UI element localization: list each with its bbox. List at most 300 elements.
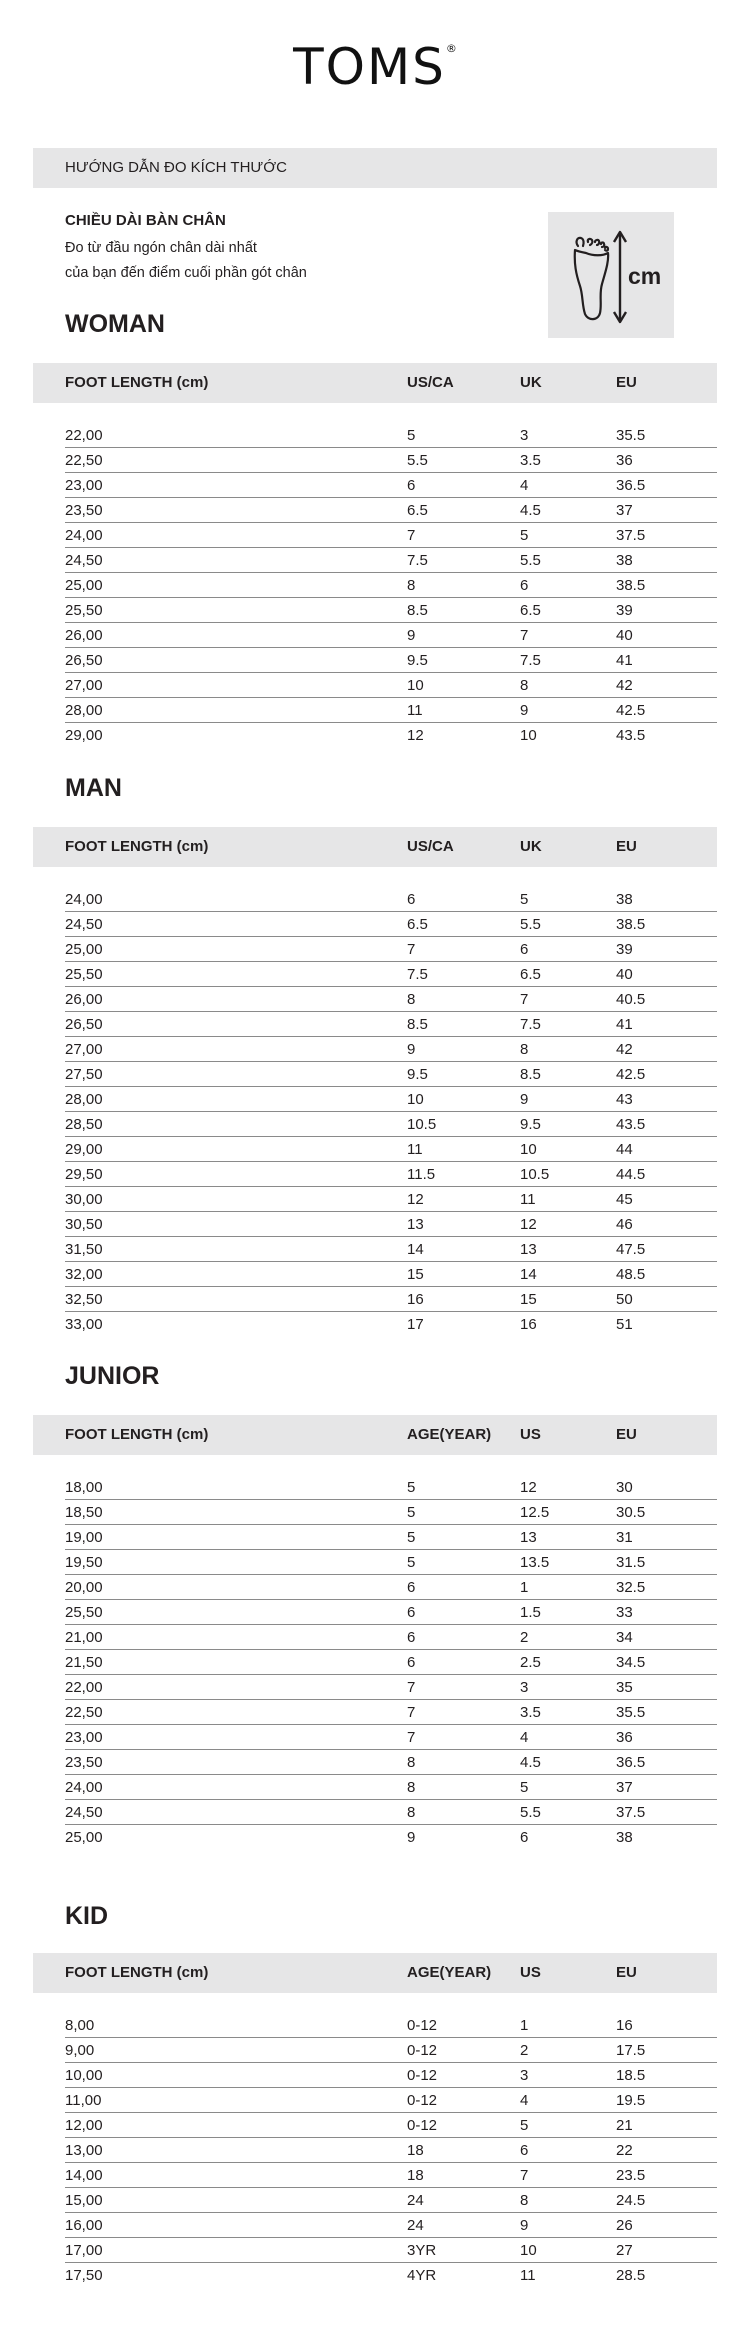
table-cell: 8 <box>520 1041 529 1058</box>
table-row <box>65 2138 717 2163</box>
table-row <box>65 1112 717 1137</box>
section-title-kid: KID <box>65 1902 109 1930</box>
table-cell: 3 <box>520 427 529 444</box>
table-cell: 9,00 <box>65 2042 95 2059</box>
table-cell: 36 <box>616 452 633 469</box>
table-cell: 28,00 <box>65 1091 103 1108</box>
table-cell: 28,50 <box>65 1116 103 1133</box>
table-cell: 4YR <box>407 2267 437 2284</box>
table-cell: 18.5 <box>616 2067 646 2084</box>
table-cell: 42.5 <box>616 702 646 719</box>
table-cell: 36.5 <box>616 1754 646 1771</box>
table-cell: 23,00 <box>65 477 103 494</box>
table-cell: 7 <box>407 1704 416 1721</box>
table-cell: 17,50 <box>65 2267 103 2284</box>
table-cell: 51 <box>616 1316 633 1333</box>
table-row <box>65 2213 717 2238</box>
table-cell: 2 <box>520 1629 529 1646</box>
table-cell: 32,00 <box>65 1266 103 1283</box>
table-cell: 27,50 <box>65 1066 103 1083</box>
table-row <box>65 1825 717 1850</box>
table-cell: 6.5 <box>407 916 428 933</box>
table-cell: 35.5 <box>616 427 646 444</box>
table-cell: 8 <box>407 1804 416 1821</box>
table-row <box>65 987 717 1012</box>
table-cell: 22,00 <box>65 1679 103 1696</box>
table-cell: 5 <box>520 527 529 544</box>
table-cell: 38 <box>616 891 633 908</box>
table-cell: 47.5 <box>616 1241 646 1258</box>
table-cell: 10 <box>407 1091 424 1108</box>
table-cell: 38 <box>616 1829 633 1846</box>
table-cell: 31 <box>616 1529 633 1546</box>
table-row <box>65 1187 717 1212</box>
table-row <box>65 1650 717 1675</box>
table-cell: 39 <box>616 941 633 958</box>
table-cell: 5 <box>520 2117 529 2134</box>
table-cell: 35.5 <box>616 1704 646 1721</box>
table-cell: 6 <box>407 477 416 494</box>
foot-length-title: CHIỀU DÀI BÀN CHÂN <box>65 212 226 229</box>
table-cell: 16 <box>407 1291 424 1308</box>
table-cell: 25,00 <box>65 1829 103 1846</box>
table-cell: 12,00 <box>65 2117 103 2134</box>
table-row <box>65 887 717 912</box>
table-cell: 10.5 <box>520 1166 550 1183</box>
table-row <box>65 1312 717 1337</box>
table-cell: 28.5 <box>616 2267 646 2284</box>
table-cell: 30 <box>616 1479 633 1496</box>
table-cell: 6.5 <box>520 602 541 619</box>
table-row <box>65 1525 717 1550</box>
size-guide-title: HƯỚNG DẪN ĐO KÍCH THƯỚC <box>33 148 717 188</box>
table-cell: 29,50 <box>65 1166 103 1183</box>
table-cell: 11 <box>520 2267 536 2284</box>
table-cell: 3.5 <box>520 1704 541 1721</box>
table-row <box>65 673 717 698</box>
table-cell: 24.5 <box>616 2192 646 2209</box>
table-cell: 4.5 <box>520 502 541 519</box>
size-table-kid <box>65 2013 717 2288</box>
table-cell: 29,00 <box>65 727 103 744</box>
table-cell: 6 <box>520 577 529 594</box>
table-cell: 17 <box>407 1316 424 1333</box>
table-header-woman <box>33 363 717 403</box>
table-row <box>65 723 717 748</box>
table-cell: 38.5 <box>616 916 646 933</box>
table-cell: 5 <box>520 891 529 908</box>
table-cell: 21 <box>616 2117 633 2134</box>
table-row <box>65 1062 717 1087</box>
table-cell: 43 <box>616 1091 633 1108</box>
table-row <box>65 1012 717 1037</box>
table-cell: 24,00 <box>65 1779 103 1796</box>
table-cell: 30,50 <box>65 1216 103 1233</box>
table-cell: 23,50 <box>65 1754 103 1771</box>
table-cell: 28,00 <box>65 702 103 719</box>
table-cell: 10.5 <box>407 1116 437 1133</box>
table-row <box>65 2263 717 2288</box>
table-cell: 25,50 <box>65 966 103 983</box>
table-row <box>65 1625 717 1650</box>
table-row <box>65 937 717 962</box>
table-cell: 19,50 <box>65 1554 103 1571</box>
header-eu: EU <box>616 1426 637 1443</box>
table-cell: 13,00 <box>65 2142 103 2159</box>
table-cell: 13 <box>407 1216 424 1233</box>
table-cell: 3.5 <box>520 452 541 469</box>
table-cell: 6 <box>407 1654 416 1671</box>
table-cell: 19,00 <box>65 1529 103 1546</box>
table-row <box>65 448 717 473</box>
table-cell: 6.5 <box>520 966 541 983</box>
table-row <box>65 1725 717 1750</box>
section-title-man: MAN <box>65 774 122 802</box>
table-cell: 2 <box>520 2042 529 2059</box>
table-cell: 11.5 <box>407 1166 436 1183</box>
table-cell: 10 <box>407 677 424 694</box>
table-cell: 5.5 <box>407 452 428 469</box>
table-cell: 8 <box>407 1754 416 1771</box>
table-row <box>65 423 717 448</box>
table-cell: 6 <box>407 891 416 908</box>
table-cell: 22,50 <box>65 452 103 469</box>
table-cell: 7 <box>407 1729 416 1746</box>
table-row <box>65 1237 717 1262</box>
table-row <box>65 2038 717 2063</box>
table-cell: 37.5 <box>616 527 646 544</box>
table-cell: 9 <box>407 1041 416 1058</box>
header-foot-length: FOOT LENGTH (cm) <box>65 1426 209 1443</box>
table-cell: 11,00 <box>65 2092 102 2109</box>
table-cell: 6 <box>520 2142 529 2159</box>
table-cell: 18 <box>407 2167 424 2184</box>
table-cell: 48.5 <box>616 1266 646 1283</box>
table-cell: 12 <box>407 1191 424 1208</box>
table-cell: 16 <box>520 1316 537 1333</box>
table-row <box>65 1575 717 1600</box>
table-cell: 6 <box>520 1829 529 1846</box>
table-row <box>65 1087 717 1112</box>
table-cell: 30.5 <box>616 1504 646 1521</box>
table-cell: 22,50 <box>65 1704 103 1721</box>
table-cell: 13.5 <box>520 1554 550 1571</box>
table-cell: 14,00 <box>65 2167 103 2184</box>
table-cell: 4 <box>520 1729 529 1746</box>
table-row <box>65 1162 717 1187</box>
table-cell: 50 <box>616 1291 633 1308</box>
table-cell: 1 <box>520 2017 529 2034</box>
table-cell: 9.5 <box>407 1066 428 1083</box>
table-cell: 16 <box>616 2017 633 2034</box>
table-cell: 23,00 <box>65 1729 103 1746</box>
table-cell: 7 <box>520 627 529 644</box>
table-cell: 9 <box>407 627 416 644</box>
table-cell: 22,00 <box>65 427 103 444</box>
table-cell: 0-12 <box>407 2042 438 2059</box>
table-cell: 25,00 <box>65 941 103 958</box>
table-cell: 25,00 <box>65 577 103 594</box>
table-cell: 42 <box>616 677 633 694</box>
table-cell: 6 <box>407 1604 416 1621</box>
table-cell: 8 <box>520 677 529 694</box>
table-cell: 45 <box>616 1191 633 1208</box>
table-cell: 20,00 <box>65 1579 103 1596</box>
foot-length-description <box>65 236 465 286</box>
table-cell: 8 <box>407 577 416 594</box>
table-cell: 12.5 <box>520 1504 550 1521</box>
table-cell: 10 <box>520 727 537 744</box>
table-cell: 40 <box>616 966 633 983</box>
table-cell: 5.5 <box>520 1804 541 1821</box>
table-row <box>65 1700 717 1725</box>
table-header-man <box>33 827 717 867</box>
table-cell: 24,00 <box>65 527 103 544</box>
table-cell: 23,50 <box>65 502 103 519</box>
table-cell: 8 <box>407 991 416 1008</box>
size-table-woman <box>65 423 717 748</box>
table-row <box>65 598 717 623</box>
table-cell: 7 <box>407 941 416 958</box>
table-cell: 2.5 <box>520 1654 541 1671</box>
table-row <box>65 2113 717 2138</box>
header-foot-length: FOOT LENGTH (cm) <box>65 374 209 391</box>
table-cell: 18,00 <box>65 1479 103 1496</box>
table-cell: 0-12 <box>407 2092 438 2109</box>
table-row <box>65 698 717 723</box>
table-cell: 5.5 <box>520 916 541 933</box>
table-cell: 1 <box>520 1579 529 1596</box>
foot-length-desc-line2: của bạn đến điểm cuối phần gót chân <box>65 265 307 281</box>
table-cell: 23.5 <box>616 2167 646 2184</box>
table-cell: 35 <box>616 1679 633 1696</box>
table-cell: 7 <box>407 527 416 544</box>
table-cell: 15 <box>520 1291 537 1308</box>
section-title-junior: JUNIOR <box>65 1362 160 1390</box>
size-table-junior <box>65 1475 717 1850</box>
table-cell: 36 <box>616 1729 633 1746</box>
table-cell: 31.5 <box>616 1554 646 1571</box>
table-cell: 32.5 <box>616 1579 646 1596</box>
table-cell: 21,50 <box>65 1654 103 1671</box>
table-row <box>65 648 717 673</box>
table-cell: 16,00 <box>65 2217 103 2234</box>
table-cell: 12 <box>520 1216 537 1233</box>
table-cell: 40 <box>616 627 633 644</box>
table-cell: 12 <box>407 727 424 744</box>
table-cell: 6 <box>407 1629 416 1646</box>
table-cell: 37 <box>616 502 633 519</box>
table-row <box>65 962 717 987</box>
foot-measure-unit: cm <box>628 263 662 289</box>
table-cell: 6 <box>520 941 529 958</box>
table-row <box>65 573 717 598</box>
table-row <box>65 548 717 573</box>
table-cell: 5 <box>520 1779 529 1796</box>
table-cell: 42 <box>616 1041 633 1058</box>
header-us: US <box>520 1426 541 1443</box>
table-row <box>65 1137 717 1162</box>
table-cell: 4.5 <box>520 1754 541 1771</box>
size-table-man <box>65 887 717 1337</box>
header-foot-length: FOOT LENGTH (cm) <box>65 1964 209 1981</box>
header-eu: EU <box>616 374 637 391</box>
table-cell: 8 <box>520 2192 529 2209</box>
table-row <box>65 1262 717 1287</box>
section-title-woman: WOMAN <box>65 310 165 338</box>
table-cell: 11 <box>407 702 423 719</box>
table-row <box>65 1500 717 1525</box>
table-cell: 44.5 <box>616 1166 646 1183</box>
table-cell: 0-12 <box>407 2117 438 2134</box>
table-cell: 0-12 <box>407 2017 438 2034</box>
table-cell: 46 <box>616 1216 633 1233</box>
table-cell: 7.5 <box>407 552 428 569</box>
table-cell: 7.5 <box>407 966 428 983</box>
table-row <box>65 1037 717 1062</box>
brand-logo: TOMS® <box>293 38 457 96</box>
table-cell: 34 <box>616 1629 633 1646</box>
table-cell: 41 <box>616 652 633 669</box>
table-cell: 0-12 <box>407 2067 438 2084</box>
table-cell: 43.5 <box>616 1116 646 1133</box>
table-cell: 9.5 <box>520 1116 541 1133</box>
table-cell: 31,50 <box>65 1241 103 1258</box>
table-cell: 39 <box>616 602 633 619</box>
table-row <box>65 473 717 498</box>
header-us: US <box>520 1964 541 1981</box>
table-cell: 9 <box>520 1091 529 1108</box>
table-row <box>65 623 717 648</box>
table-cell: 7 <box>407 1679 416 1696</box>
header-age: AGE(YEAR) <box>407 1426 492 1443</box>
table-cell: 7.5 <box>520 1016 541 1033</box>
table-cell: 8.5 <box>407 1016 428 1033</box>
table-cell: 9.5 <box>407 652 428 669</box>
table-cell: 9 <box>520 2217 529 2234</box>
table-row <box>65 1475 717 1500</box>
table-row <box>65 912 717 937</box>
header-age: AGE(YEAR) <box>407 1964 492 1981</box>
table-row <box>65 2013 717 2038</box>
table-header-junior <box>33 1415 717 1455</box>
table-cell: 24,50 <box>65 916 103 933</box>
table-cell: 1.5 <box>520 1604 541 1621</box>
table-cell: 42.5 <box>616 1066 646 1083</box>
table-cell: 17,00 <box>65 2242 103 2259</box>
foot-measure-icon <box>548 212 674 338</box>
table-row <box>65 2088 717 2113</box>
table-cell: 25,50 <box>65 1604 103 1621</box>
table-row <box>65 1750 717 1775</box>
table-cell: 27 <box>616 2242 633 2259</box>
table-cell: 5 <box>407 1479 416 1496</box>
table-cell: 26,00 <box>65 991 103 1008</box>
table-cell: 7 <box>520 991 529 1008</box>
table-cell: 15 <box>407 1266 424 1283</box>
table-cell: 13 <box>520 1529 537 1546</box>
table-cell: 29,00 <box>65 1141 103 1158</box>
table-row <box>65 1212 717 1237</box>
table-cell: 37.5 <box>616 1804 646 1821</box>
table-cell: 43.5 <box>616 727 646 744</box>
table-cell: 9 <box>520 702 529 719</box>
table-cell: 10 <box>520 2242 537 2259</box>
table-cell: 36.5 <box>616 477 646 494</box>
table-row <box>65 2063 717 2088</box>
foot-length-desc-line1: Đo từ đầu ngón chân dài nhất <box>65 240 257 256</box>
table-cell: 6 <box>407 1579 416 1596</box>
table-cell: 11 <box>407 1141 423 1158</box>
table-header-kid <box>33 1953 717 1993</box>
header-uk: UK <box>520 838 542 855</box>
table-cell: 4 <box>520 2092 529 2109</box>
table-cell: 25,50 <box>65 602 103 619</box>
table-cell: 27,00 <box>65 1041 103 1058</box>
table-cell: 34.5 <box>616 1654 646 1671</box>
table-row <box>65 498 717 523</box>
table-row <box>65 1800 717 1825</box>
table-cell: 24,00 <box>65 891 103 908</box>
header-eu: EU <box>616 1964 637 1981</box>
table-cell: 10 <box>520 1141 537 1158</box>
table-cell: 40.5 <box>616 991 646 1008</box>
table-row <box>65 1775 717 1800</box>
table-cell: 38 <box>616 552 633 569</box>
table-cell: 27,00 <box>65 677 103 694</box>
table-cell: 33 <box>616 1604 633 1621</box>
table-row <box>65 1600 717 1625</box>
table-cell: 14 <box>407 1241 424 1258</box>
table-cell: 14 <box>520 1266 537 1283</box>
table-cell: 8.5 <box>407 602 428 619</box>
table-cell: 26,50 <box>65 1016 103 1033</box>
table-row <box>65 2188 717 2213</box>
table-row <box>65 523 717 548</box>
table-cell: 24,50 <box>65 1804 103 1821</box>
table-cell: 7 <box>520 2167 529 2184</box>
table-cell: 3 <box>520 2067 529 2084</box>
table-cell: 24,50 <box>65 552 103 569</box>
table-cell: 44 <box>616 1141 633 1158</box>
table-cell: 24 <box>407 2192 424 2209</box>
table-cell: 37 <box>616 1779 633 1796</box>
table-cell: 3 <box>520 1679 529 1696</box>
table-cell: 26 <box>616 2217 633 2234</box>
table-cell: 18,50 <box>65 1504 103 1521</box>
table-cell: 10,00 <box>65 2067 103 2084</box>
table-row <box>65 2238 717 2263</box>
table-cell: 5 <box>407 1529 416 1546</box>
table-cell: 9 <box>407 1829 416 1846</box>
header-eu: EU <box>616 838 637 855</box>
table-cell: 12 <box>520 1479 537 1496</box>
table-row <box>65 1550 717 1575</box>
table-cell: 32,50 <box>65 1291 103 1308</box>
table-cell: 19.5 <box>616 2092 646 2109</box>
table-cell: 38.5 <box>616 577 646 594</box>
table-cell: 26,50 <box>65 652 103 669</box>
header-foot-length: FOOT LENGTH (cm) <box>65 838 209 855</box>
table-cell: 33,00 <box>65 1316 103 1333</box>
table-row <box>65 1287 717 1312</box>
table-cell: 8 <box>407 1779 416 1796</box>
table-cell: 6.5 <box>407 502 428 519</box>
table-cell: 5 <box>407 1504 416 1521</box>
table-cell: 7.5 <box>520 652 541 669</box>
table-cell: 8.5 <box>520 1066 541 1083</box>
table-cell: 5 <box>407 1554 416 1571</box>
